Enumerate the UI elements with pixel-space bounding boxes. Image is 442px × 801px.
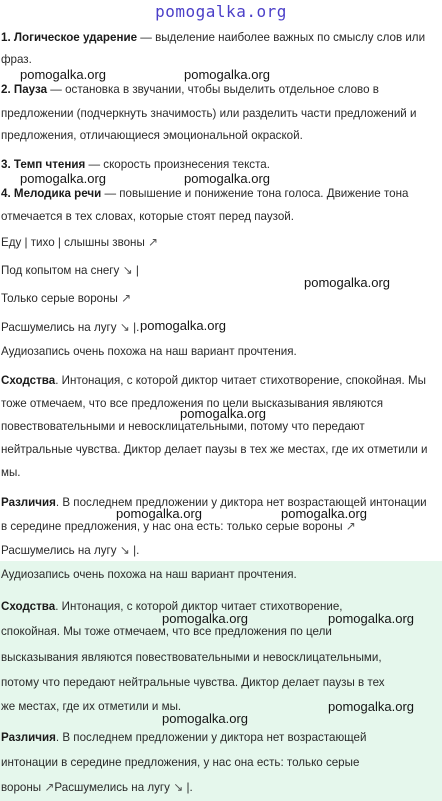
term-item-2-line3: предложения, отличающиеся эмоциональной окраской.: [1, 129, 303, 142]
similarities-text: . Интонация, с которой диктор читает стихотворение,: [55, 600, 343, 613]
term-item-1-line2: фраз.: [1, 53, 32, 66]
differences-line-2-highlighted: интонации в середине предложения, у нас она есть: только серые: [1, 756, 360, 769]
differences-line-1-highlighted: [1, 730, 366, 746]
term-number: 4.: [1, 187, 11, 200]
similarities-line-5-highlighted: же местах, где их отметили и мы.: [1, 700, 182, 713]
watermark: pomogalka.org: [162, 611, 248, 626]
watermark: pomogalka.org: [328, 699, 414, 714]
similarities-line-2-highlighted: спокойная. Мы тоже отмечаем, что все предложения по цели: [1, 625, 332, 638]
pause-mark: |.: [183, 781, 193, 794]
differences-text: вороны: [1, 781, 45, 794]
term-name: Мелодика речи: [13, 187, 102, 200]
rising-tone-icon: ↗: [148, 235, 159, 249]
differences-text: в середине предложения, у нас она есть: только серые вороны: [1, 520, 346, 533]
differences-line-3-highlighted: [1, 779, 193, 796]
similarities-line-4: нейтральные чувства. Диктор делает паузы в тех же местах, где их отметили и: [1, 443, 428, 456]
poem-text: Еду | тихо | слышны звоны: [1, 236, 145, 249]
term-name: Пауза: [13, 83, 48, 96]
site-header-watermark: pomogalka.org: [155, 2, 287, 21]
watermark: pomogalka.org: [328, 611, 414, 626]
poem-line-2: [1, 262, 139, 279]
term-item-1: [1, 30, 425, 46]
falling-tone-icon: ↘: [119, 543, 130, 557]
similarities-line-5: мы.: [1, 466, 21, 479]
differences-line-2: [1, 518, 356, 535]
similarities-heading: Сходства: [1, 600, 56, 613]
watermark: pomogalka.org: [184, 171, 270, 186]
similarities-line-2: тоже отмечаем, что все предложения по цели высказывания являются: [1, 397, 383, 410]
rising-tone-icon: ↗: [44, 780, 55, 794]
audio-intro-highlighted: Аудиозапись очень похожа на наш вариант прочтения.: [1, 568, 297, 581]
differences-text: Расшумелись на лугу: [54, 781, 174, 794]
poem-line-1: [1, 234, 158, 251]
watermark: pomogalka.org: [184, 67, 270, 82]
watermark: pomogalka.org: [162, 711, 248, 726]
term-item-2: [1, 82, 379, 98]
pause-mark: |.: [129, 321, 140, 334]
watermark: pomogalka.org: [180, 406, 266, 421]
term-name: Темп чтения: [13, 158, 86, 171]
audio-intro: Аудиозапись очень похожа на наш вариант прочтения.: [1, 345, 297, 358]
watermark: pomogalka.org: [20, 67, 106, 82]
similarities-text: . Интонация, с которой диктор читает стихотворение, спокойная. Мы: [55, 374, 426, 387]
term-item-4: [1, 186, 408, 202]
rising-tone-icon: ↗: [345, 519, 356, 533]
similarities-line-1: [1, 373, 426, 389]
falling-tone-icon: ↘: [122, 263, 133, 277]
term-definition: — скорость произнесения текста.: [85, 158, 270, 171]
watermark: pomogalka.org: [20, 171, 106, 186]
term-name: Логическое ударение: [13, 31, 138, 44]
differences-text: . В последнем предложении у диктора нет возрастающей: [55, 731, 367, 744]
watermark: pomogalka.org: [140, 318, 226, 333]
falling-tone-icon: ↘: [119, 320, 130, 334]
term-item-2-line2: предложении (подчеркнуть значимость) или разделить части предложений и: [1, 107, 417, 120]
similarities-line-3-highlighted: высказывания являются повествовательными и невосклицательными,: [1, 651, 382, 664]
differences-text: . В последнем предложении у диктора нет возрастающей интонации: [55, 496, 427, 509]
poem-line-4: [1, 319, 139, 336]
watermark: pomogalka.org: [281, 506, 367, 521]
rising-tone-icon: ↗: [121, 291, 132, 305]
similarities-heading: Сходства: [1, 374, 56, 387]
similarities-line-4-highlighted: потому что передают нейтральные чувства. Диктор делает паузы в тех: [1, 676, 385, 689]
term-definition: — повышение и понижение тона голоса. Движение тона: [101, 187, 409, 200]
differences-heading: Различия: [1, 731, 56, 744]
differences-line-3: [1, 542, 139, 559]
poem-text: Под копытом на снегу: [1, 264, 120, 277]
term-definition: — выделение наиболее важных по смыслу слов или: [137, 31, 426, 44]
falling-tone-icon: ↘: [173, 780, 184, 794]
term-number: 1.: [1, 31, 11, 44]
poem-text: Расшумелись на лугу: [1, 321, 117, 334]
term-definition: — остановка в звучании, чтобы выделить отдельное слово в: [47, 83, 379, 96]
pause-mark: |: [132, 264, 139, 277]
poem-line-3: [1, 290, 131, 307]
differences-text: Расшумелись на лугу: [1, 544, 120, 557]
term-number: 3.: [1, 158, 11, 171]
differences-heading: Различия: [1, 496, 56, 509]
poem-text: Только серые вороны: [1, 292, 118, 305]
pause-mark: |.: [129, 544, 140, 557]
watermark: pomogalka.org: [116, 506, 202, 521]
term-number: 2.: [1, 83, 11, 96]
term-item-4-line2: отмечается в тех словах, которые стоят перед паузой.: [1, 210, 294, 223]
watermark: pomogalka.org: [304, 275, 390, 290]
similarities-line-3: повествовательными и невосклицательными, потому что передают: [1, 420, 365, 433]
